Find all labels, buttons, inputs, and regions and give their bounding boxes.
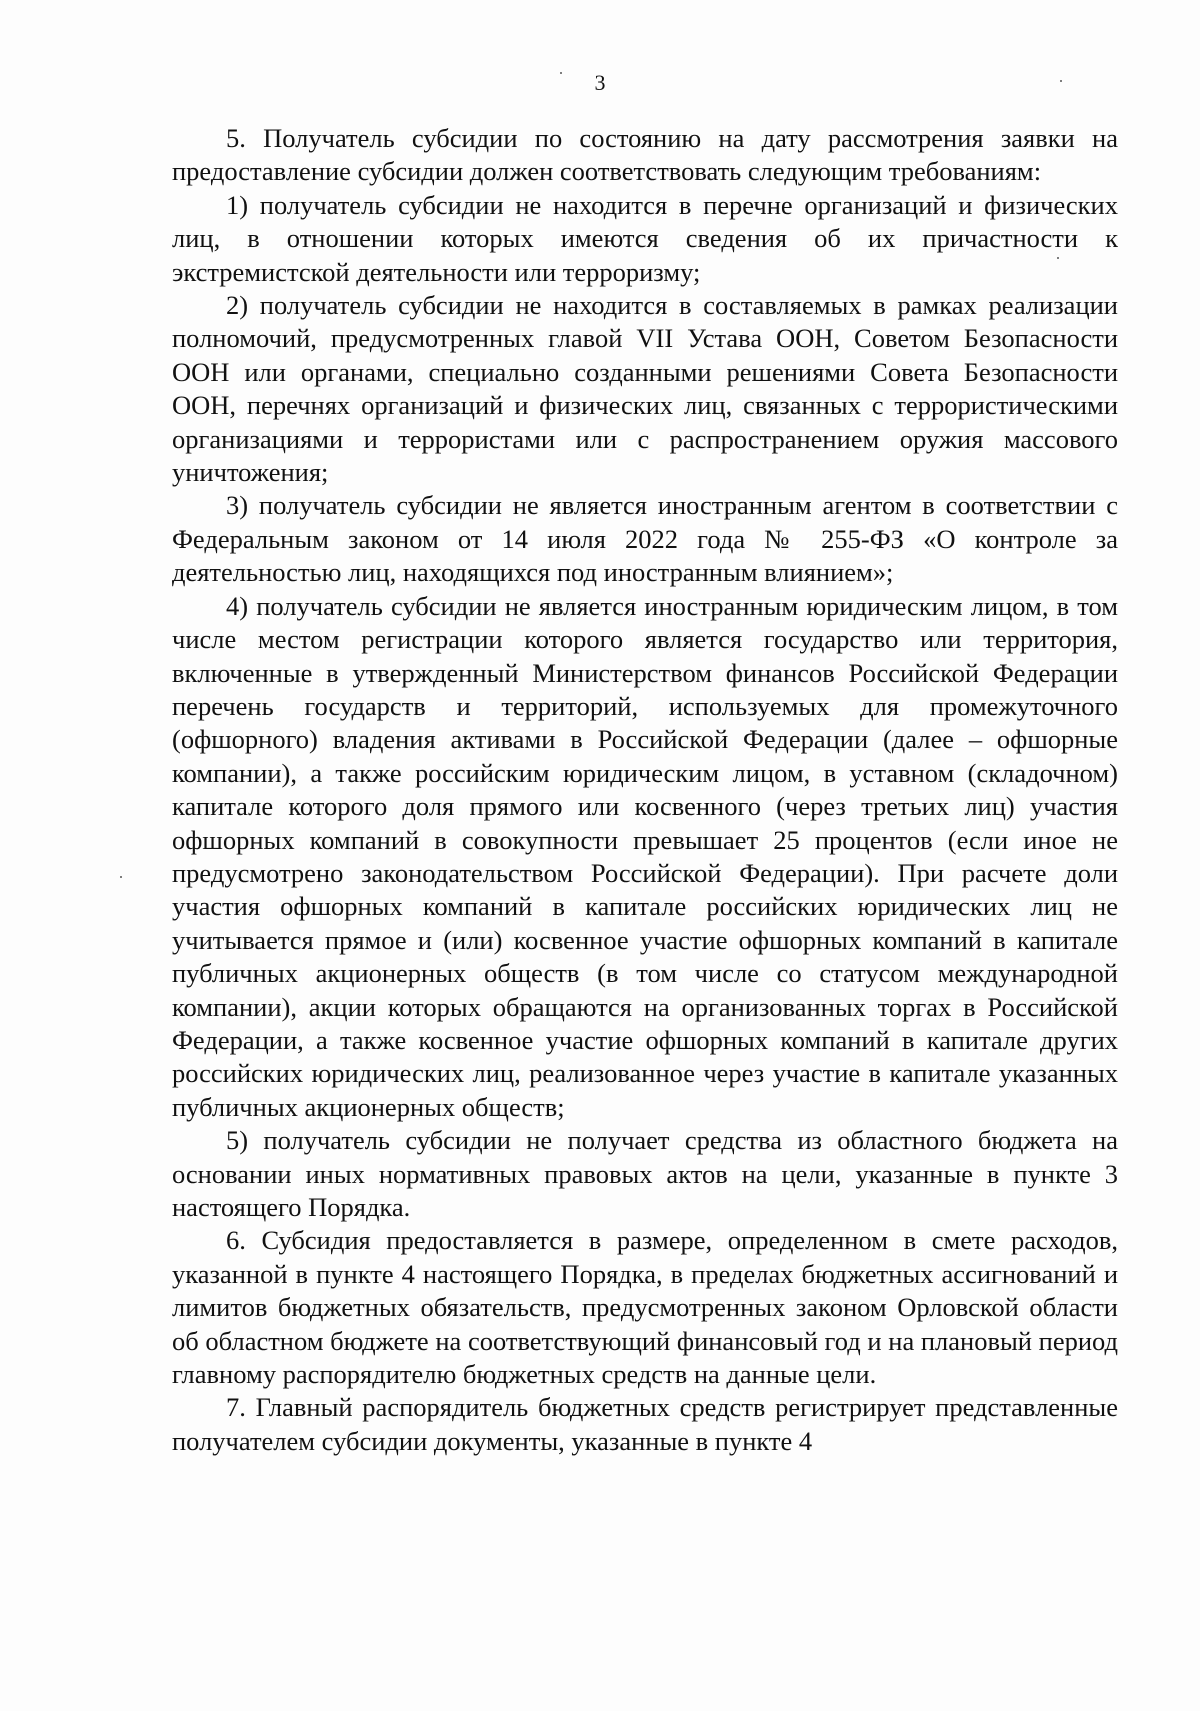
paragraph-item-4: 4) получатель субсидии не является иностранным юридическим лицом, в том числе местом регистрации которого является государство или территория, включенные в утвержденный Министерством финансов Российской Федерации перечень государств и территорий, используемых для промежуточного (офшорного) владения активами в Российской Федерации (далее – офшорные компании), а также российским юридическим лицом, в уставном (складочном) капитале которого доля прямого или косвенного (через третьих лиц) участия офшорных компаний в совокупности превышает 25 процентов (если иное не предусмотрено законодательством Российской Федерации). При расчете доли участия офшорных компаний в капитале российских юридических лиц не учитывается прямое и (или) косвенное участие офшорных компаний в капитале публичных акционерных обществ (в том числе со статусом международной компании), акции которых обращаются на организованных торгах в Российской Федерации, а также косвенное участие офшорных компаний в капитале других российских юридических лиц, реализованное через участие в капитале указанных публичных акционерных обществ; xyxy=(172,590,1118,1122)
paragraph-7-registration: 7. Главный распорядитель бюджетных средств регистрирует представленные получателем субсидии документы, указанные в пункте 4 xyxy=(172,1392,1118,1456)
page-number: 3 xyxy=(594,70,606,95)
scan-speck xyxy=(1060,80,1062,82)
paragraph-6-subsidy-amount: 6. Субсидия предоставляется в размере, определенном в смете расходов, указанной в пункте 4 настоящего Порядка, в пределах бюджетных ассигнований и лимитов бюджетных обязательств, предусмотренных законом Орловской области об областном бюджете на соответствующий финансовый год и на плановый период главному распорядителю бюджетных средств на данные цели. xyxy=(172,1225,1118,1390)
scan-speck xyxy=(1057,257,1059,259)
scan-speck xyxy=(560,72,562,74)
paragraph-item-5: 5) получатель субсидии не получает средства из областного бюджета на основании иных нормативных правовых актов на цели, указанные в пункте 3 настоящего Порядка. xyxy=(172,1125,1118,1222)
document-body xyxy=(172,122,1118,1458)
paragraph-5-requirements: 5. Получатель субсидии по состоянию на дату рассмотрения заявки на предоставление субсидии должен соответствовать следующим требованиям: xyxy=(172,123,1118,187)
paragraph-item-2: 2) получатель субсидии не находится в составляемых в рамках реализации полномочий, предусмотренных главой VII Устава ООН, Советом Безопасности ООН или органами, специально созданными решениями Совета Безопасности ООН, перечнях организаций и физических лиц, связанных с террористическими организациями и террористами или с распространением оружия массового уничтожения; xyxy=(172,290,1118,488)
paragraph-item-1: 1) получатель субсидии не находится в перечне организаций и физических лиц, в отношении которых имеются сведения об их причастности к экстремистской деятельности или терроризму; xyxy=(172,189,1118,287)
paragraph-item-3: 3) получатель субсидии не является иностранным агентом в соответствии с Федеральным законом от 14 июля 2022 года № 255-ФЗ «О контроле за деятельностью лиц, находящихся под иностранным влиянием»; xyxy=(172,490,1118,588)
scan-speck xyxy=(120,876,122,878)
